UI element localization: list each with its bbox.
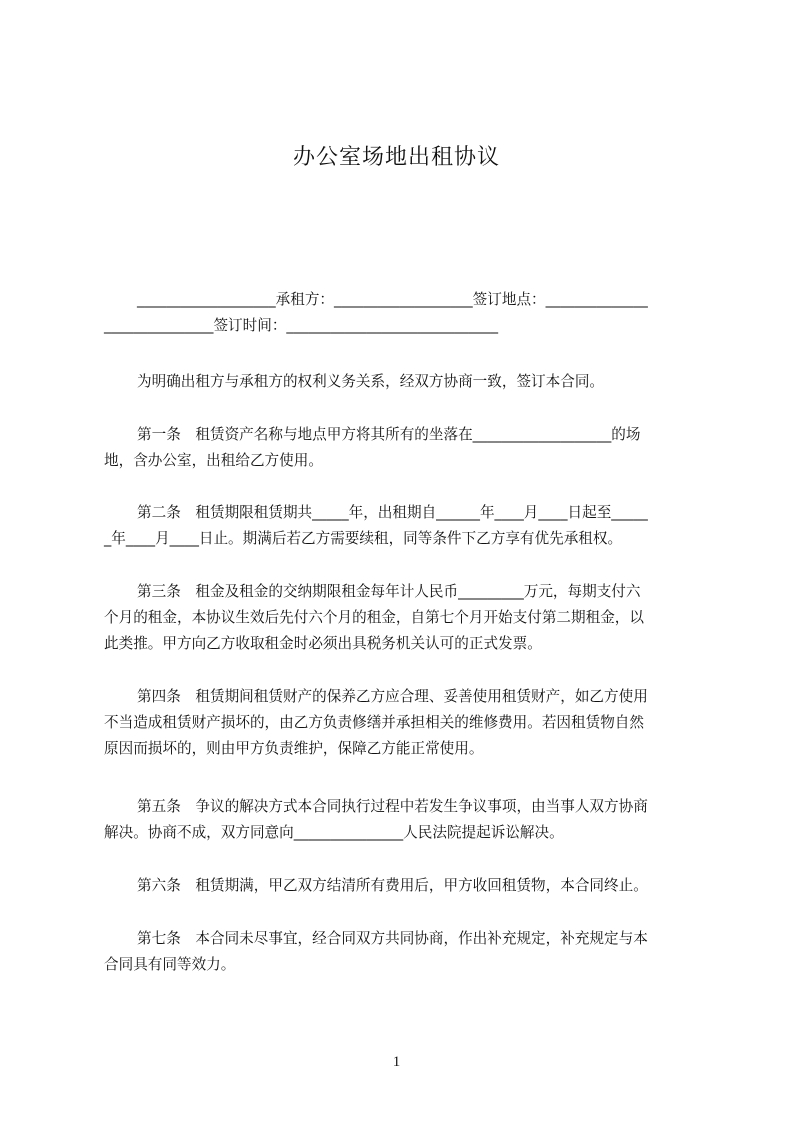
- article-2: [104, 500, 702, 552]
- article-3-line-3: 此类推。甲方向乙方收取租金时必须出具税务机关认可的正式发票。: [104, 635, 542, 652]
- article-7-line-1: 第七条 本合同未尽事宜，经合同双方共同协商，作出补充规定，补充规定与本: [137, 930, 648, 947]
- article-1-line-1: 第一条 租赁资产名称与地点甲方将其所有的坐落在___________________的场: [137, 426, 641, 443]
- document-title: 办公室场地出租协议: [292, 145, 500, 170]
- article-3-line-2: 个月的租金，本协议生效后先付六个月的租金，自第七个月开始支付第二期租金，以: [104, 609, 644, 626]
- preamble: [104, 369, 702, 395]
- article-4-line-2: 不当造成租赁财产损坏的，由乙方负责修缮并承担相关的维修费用。若因租赁物自然: [104, 714, 644, 731]
- article-7-line-2: 合同具有同等效力。: [104, 956, 236, 973]
- article-2-line-1: 第二条 租赁期限租赁期共_____年，出租期自______年____月____日起至_____: [137, 504, 648, 521]
- parties-header: [104, 287, 702, 339]
- article-4-line-1: 第四条 租赁期间租赁财产的保养乙方应合理、妥善使用租赁财产，如乙方使用: [137, 688, 648, 705]
- article-5-line-2: 解决。协商不成，双方同意向_______________人民法院提起诉讼解决。: [104, 824, 564, 841]
- article-4-line-3: 原因而损坏的，则由甲方负责维护，保障乙方能正常使用。: [104, 740, 484, 757]
- article-3: [104, 579, 702, 657]
- article-5-line-1: 第五条 争议的解决方式本合同执行过程中若发生争议事项，由当事人双方协商: [137, 798, 648, 815]
- preamble-line: 为明确出租方与承租方的权利义务关系，经双方协商一致，签订本合同。: [137, 373, 605, 390]
- article-2-line-2: _年____月____日止。期满后若乙方需要续租，同等条件下乙方享有优先承租权。: [104, 530, 623, 547]
- article-4: [104, 684, 702, 762]
- article-6-line-1: 第六条 租赁期满，甲乙双方结清所有费用后，甲方收回租赁物，本合同终止。: [137, 877, 648, 894]
- parties-line-2: _______________签订时间：_____________________________: [104, 317, 499, 334]
- article-7: [104, 926, 702, 978]
- page-number: 1: [392, 1054, 401, 1070]
- parties-line-1: ___________________承租方：___________________签订地点：______________: [137, 291, 648, 308]
- article-1: [104, 422, 702, 474]
- article-1-line-2: 地，含办公室，出租给乙方使用。: [104, 452, 323, 469]
- article-6: [104, 873, 702, 899]
- article-3-line-1: 第三条 租金及租金的交纳期限租金每年计人民币_________万元，每期支付六: [137, 583, 641, 600]
- article-5: [104, 794, 702, 846]
